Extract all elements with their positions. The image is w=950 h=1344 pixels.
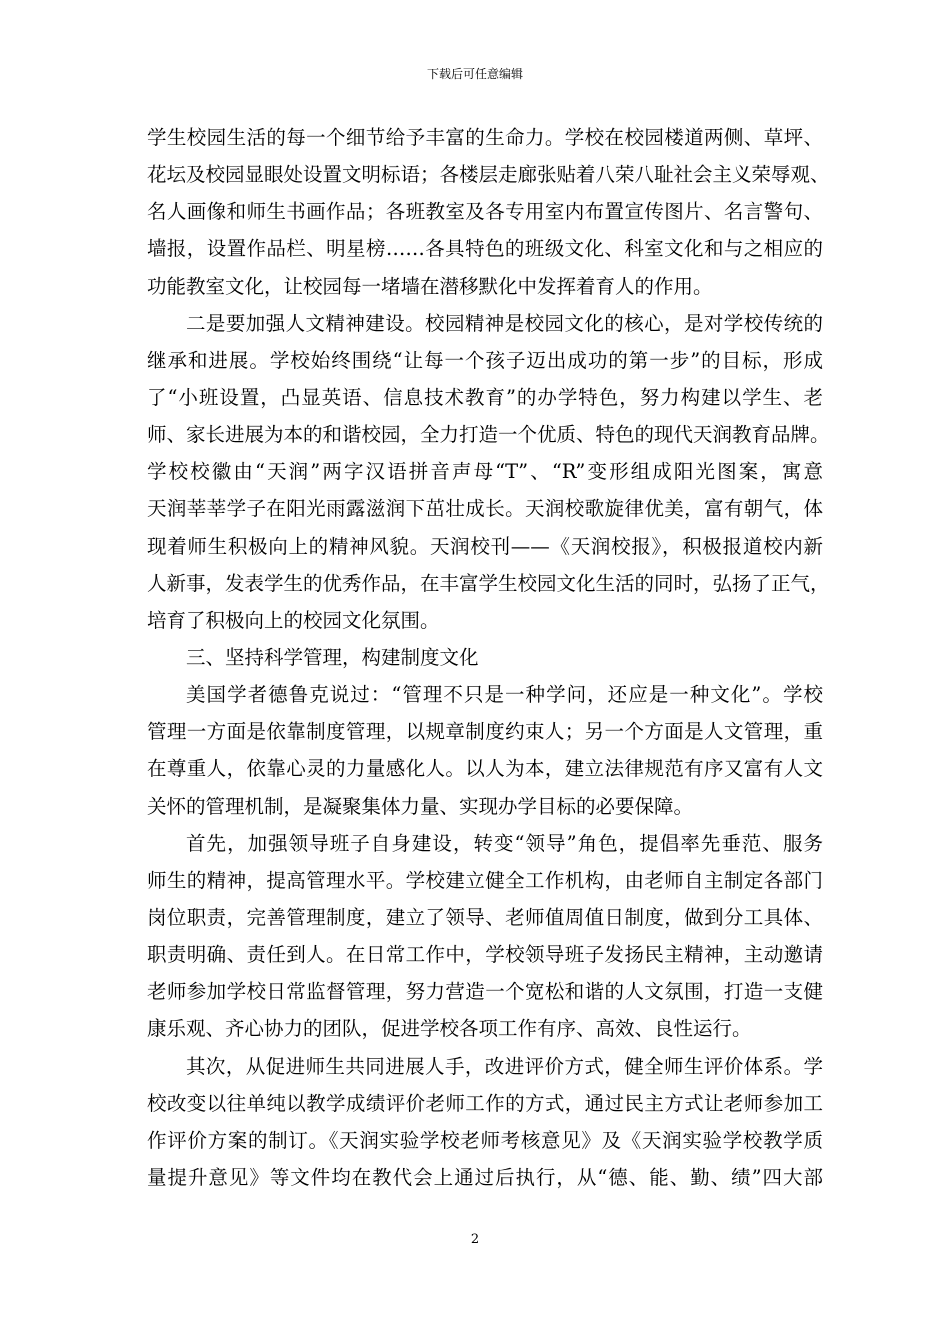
text-line: 其次，从促进师生共同进展人手，改进评价方式，健全师生评价体系。学: [186, 1054, 823, 1078]
page-number: 2: [470, 1232, 480, 1247]
text-line: 美国学者德鲁克说过：“管理不只是一种学问，还应是一种文化”。学校: [186, 683, 823, 707]
text-line: 学生校园生活的每一个细节给予丰富的生命力。学校在校园楼道两侧、草坪、: [147, 126, 823, 149]
text-line: 老师参加学校日常监督管理，努力营造一个宽松和谐的人文氛围，打造一支健: [147, 980, 823, 1004]
document-body: [147, 119, 830, 1196]
text-line: 首先，加强领导班子自身建设，转变“领导”角色，提倡率先垂范、服务: [186, 831, 823, 855]
text-line: 继承和进展。学校始终围绕“让每一个孩子迈出成功的第一步”的目标，形成: [147, 348, 823, 372]
text-line: 康乐观、齐心协力的团队，促进学校各项工作有序、高效、良性运行。: [147, 1017, 752, 1041]
text-line: 二是要加强人文精神建设。校园精神是校园文化的核心，是对学校传统的: [186, 311, 823, 335]
text-line: 校改变以往单纯以教学成绩评价老师工作的方式，通过民主方式让老师参加工: [147, 1091, 823, 1115]
text-line: 职责明确、责任到人。在日常工作中，学校领导班子发扬民主精神，主动邀请: [147, 943, 823, 967]
text-line: 师、家长进展为本的和谐校园，全力打造一个优质、特色的现代天润教育品牌。: [147, 423, 830, 447]
text-line: 关怀的管理机制，是凝聚集体力量、实现办学目标的必要保障。: [147, 794, 694, 818]
text-line: 天润莘莘学子在阳光雨露滋润下茁壮成长。天润校歌旋律优美，富有朝气，体: [147, 497, 823, 521]
text-line: 人新事，发表学生的优秀作品，在丰富学生校园文化生活的同时，弘扬了正气，: [147, 571, 830, 595]
text-line: 在尊重人，依靠心灵的力量感化人。以人为本，建立法律规范有序又富有人文: [147, 757, 823, 781]
text-line: 管理一方面是依靠制度管理，以规章制度约束人；另一个方面是人文管理，重: [147, 720, 823, 744]
section-heading: 三、坚持科学管理，构建制度文化: [186, 645, 479, 669]
text-line: 岗位职责，完善管理制度，建立了领导、老师值周值日制度，做到分工具体、: [147, 905, 823, 929]
text-line: 花坛及校园显眼处设置文明标语；各楼层走廊张贴着八荣八耻社会主义荣辱观、: [147, 163, 830, 187]
text-line: 量提升意见》等文件均在教代会上通过后执行，从“德、能、勤、绩”四大部: [147, 1165, 823, 1189]
text-line: 现着师生积极向上的精神风貌。天润校刊——《天润校报》，积极报道校内新: [147, 534, 823, 558]
text-line: 名人画像和师生书画作品；各班教室及各专用室内布置宣传图片、名言警句、: [147, 200, 823, 224]
text-line: 师生的精神，提高管理水平。学校建立健全工作机构，由老师自主制定各部门: [147, 868, 823, 892]
text-line: 了“小班设置，凸显英语、信息技术教育”的办学特色，努力构建以学生、老: [147, 385, 823, 409]
text-line: 培育了积极向上的校园文化氛围。: [147, 608, 440, 632]
text-line: 作评价方案的制订。《天润实验学校老师考核意见》及《天润实验学校教学质: [147, 1128, 823, 1152]
text-line: 学校校徽由“天润”两字汉语拼音声母“T”、“R”变形组成阳光图案，寓意: [147, 460, 823, 484]
text-line: 墙报，设置作品栏、明星榜……各具特色的班级文化、科室文化和与之相应的: [147, 237, 823, 261]
page-header: 下载后可任意编辑: [426, 67, 523, 81]
text-line: 功能教室文化，让校园每一堵墙在潜移默化中发挥着育人的作用。: [147, 274, 713, 298]
